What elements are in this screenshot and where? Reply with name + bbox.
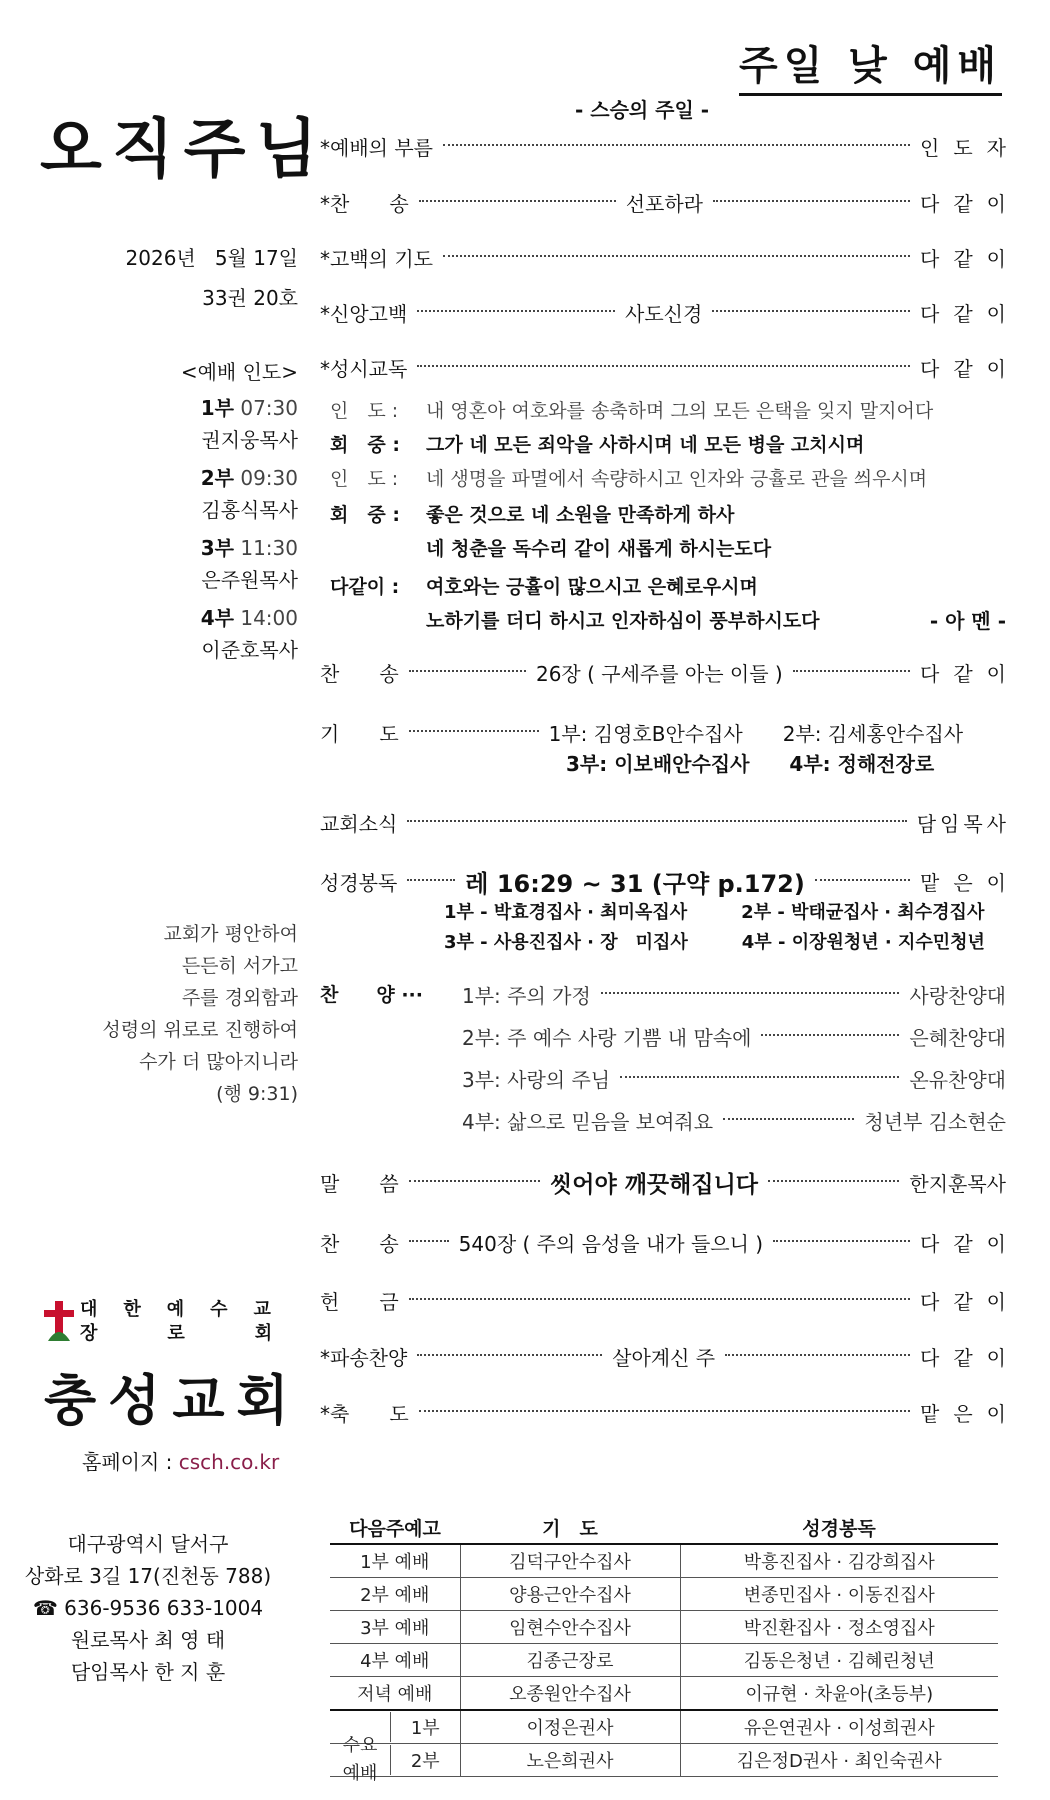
order-prayer bbox=[320, 718, 1006, 747]
church-name: 충성교회 bbox=[44, 1369, 301, 1432]
order-offering bbox=[320, 1286, 1020, 1315]
order-label: *성시교독 bbox=[320, 357, 408, 381]
prayer-cell: 노은희권사 bbox=[460, 1744, 680, 1777]
table-row bbox=[330, 1744, 998, 1777]
reading-cell: 변종민집사 · 이동진집사 bbox=[680, 1578, 998, 1611]
choir-song: 1부: 주의 가정 bbox=[462, 984, 591, 1008]
leader-part: 1부 bbox=[200, 396, 234, 420]
leader-dots bbox=[768, 1180, 899, 1182]
homepage-label: 홈페이지 : bbox=[82, 1450, 179, 1474]
next-week-table bbox=[330, 1512, 998, 1777]
choir-item bbox=[462, 1106, 1006, 1135]
table-row bbox=[330, 1544, 998, 1578]
homepage-link[interactable]: csch.co.kr bbox=[178, 1450, 280, 1474]
choir-song: 2부: 주 예수 사랑 기쁨 내 맘속에 bbox=[462, 1026, 752, 1050]
order-blessing bbox=[320, 1398, 1020, 1427]
denomination-line: 대한예수교 bbox=[80, 1299, 297, 1320]
leader-dots bbox=[712, 310, 910, 312]
prayer-cell: 오종원안수집사 bbox=[460, 1677, 680, 1711]
verse-line: 수가 더 많아지니라 bbox=[139, 1051, 298, 1073]
prayer-cell: 양용근안수집사 bbox=[460, 1578, 680, 1611]
reading-cell: 김동은청년 · 김혜린청년 bbox=[680, 1644, 998, 1677]
prayer-cell: 임현수안수집사 bbox=[460, 1611, 680, 1644]
service-title: 주일 낮 예배 bbox=[739, 34, 1002, 96]
leader-dots bbox=[417, 310, 615, 312]
order-confession bbox=[320, 243, 1020, 272]
choir-song: 4부: 삶으로 믿음을 보여줘요 bbox=[462, 1110, 714, 1134]
phone-line: ☎ 636-9536 633-1004 bbox=[32, 1596, 264, 1620]
prayer-cell: 김종근장로 bbox=[460, 1644, 680, 1677]
reader: 회 중 : bbox=[330, 504, 400, 526]
column-header: 성경봉독 bbox=[680, 1512, 998, 1544]
issue-date: 2026년 5월 17일 bbox=[125, 246, 298, 270]
sermon-title: 씻어야 깨끗해집니다 bbox=[550, 1172, 759, 1198]
leader-dots bbox=[725, 1354, 910, 1356]
reading-cell: 박진환집사 · 정소영집사 bbox=[680, 1611, 998, 1644]
order-right: 다같이 bbox=[920, 662, 1020, 686]
table-row bbox=[330, 1611, 998, 1644]
order-hymn-3 bbox=[320, 1228, 1020, 1257]
order-label: 교회소식 bbox=[320, 812, 398, 836]
order-right: 담임목사 bbox=[916, 812, 1010, 836]
order-label: *찬 송 bbox=[320, 192, 409, 216]
leader-entry bbox=[181, 602, 298, 634]
reading-cell: 김은정D권사 · 최인숙권사 bbox=[680, 1744, 998, 1777]
leader-dots bbox=[407, 879, 455, 881]
order-right: 다같이 bbox=[920, 1290, 1020, 1314]
order-psalm bbox=[320, 353, 1020, 382]
responsive-line bbox=[330, 570, 758, 604]
choir-group: 은혜찬양대 bbox=[909, 1026, 1006, 1050]
reader: 인 도 : bbox=[330, 400, 399, 422]
leader-dots bbox=[409, 1298, 910, 1300]
verse-line: 성령의 위로로 진행하여 bbox=[102, 1019, 298, 1041]
responsive-line bbox=[330, 604, 820, 638]
leader-dots bbox=[443, 255, 910, 257]
leader-dots bbox=[407, 820, 906, 822]
reading-text: 노하기를 더디 하시고 인자하심이 풍부하시도다 bbox=[426, 610, 820, 632]
leader-time: 07:30 bbox=[240, 396, 298, 420]
service-cell: 1부 예배 bbox=[330, 1544, 460, 1578]
order-label: 찬 송 bbox=[320, 662, 399, 686]
order-label: *고백의 기도 bbox=[320, 247, 433, 271]
order-label: *파송찬양 bbox=[320, 1346, 408, 1370]
leader-name: 김홍식목사 bbox=[201, 498, 298, 522]
order-right: 다같이 bbox=[920, 1346, 1020, 1370]
choir-item bbox=[462, 1064, 1006, 1093]
prayer-line: 1부: 김영호B안수집사 2부: 김세홍안수집사 bbox=[548, 722, 964, 746]
leader-dots bbox=[409, 1180, 540, 1182]
order-right: 다같이 bbox=[920, 247, 1020, 271]
service-cell: 저녁 예배 bbox=[330, 1677, 460, 1711]
order-hymn-2 bbox=[320, 658, 1020, 687]
order-center: 사도신경 bbox=[625, 302, 703, 326]
verse-line: 교회가 평안하여 bbox=[163, 923, 298, 945]
order-label: 찬 송 bbox=[320, 1232, 399, 1256]
reading-text: 좋은 것으로 네 소원을 만족하게 하사 bbox=[426, 504, 735, 526]
leader-dots bbox=[620, 1076, 899, 1078]
order-call bbox=[320, 132, 1020, 161]
reading-text: 네 생명을 파멸에서 속량하시고 인자와 긍휼로 관을 씌우시며 bbox=[426, 468, 928, 490]
leader-dots bbox=[773, 1240, 910, 1242]
order-label: 성경봉독 bbox=[320, 871, 398, 895]
leader-part: 3부 bbox=[200, 536, 234, 560]
order-right: 인도자 bbox=[920, 136, 1020, 160]
verse-line: 든든히 서가고 bbox=[181, 955, 298, 977]
leader-name: 권지웅목사 bbox=[201, 428, 298, 452]
table-row bbox=[330, 1644, 998, 1677]
order-label: *예배의 부름 bbox=[320, 136, 433, 160]
homepage bbox=[82, 1446, 279, 1475]
issue-info bbox=[126, 238, 298, 318]
leader-time: 14:00 bbox=[240, 606, 298, 630]
leader-part: 4부 bbox=[200, 606, 234, 630]
service-cell: 4부 예배 bbox=[330, 1644, 460, 1677]
preacher: 한지훈목사 bbox=[909, 1172, 1007, 1196]
responsive-line bbox=[330, 462, 927, 496]
choir-group: 청년부 김소현순 bbox=[864, 1110, 1006, 1134]
responsive-line bbox=[330, 394, 933, 428]
issue-volume: 33권 20호 bbox=[202, 286, 298, 310]
table-row bbox=[330, 1710, 998, 1744]
scripture-reference: 레 16:29 ~ 31 (구약 p.172) bbox=[465, 870, 805, 898]
leaders-heading: <예배 인도> bbox=[180, 360, 298, 384]
denomination bbox=[80, 1298, 298, 1346]
service-cell: 2부 예배 bbox=[330, 1578, 460, 1611]
choir-label: 찬 양 ··· bbox=[320, 984, 423, 1006]
order-right: 맡은이 bbox=[920, 1402, 1020, 1426]
elder-pastor: 원로목사 최 영 태 bbox=[70, 1628, 226, 1652]
leader-time: 11:30 bbox=[240, 536, 298, 560]
choir-item bbox=[462, 1022, 1006, 1051]
order-label: 헌 금 bbox=[320, 1290, 399, 1314]
order-center: 26장 ( 구세주를 아는 이들 ) bbox=[535, 662, 783, 686]
order-sending bbox=[320, 1342, 1020, 1371]
verse-reference: (행 9:31) bbox=[216, 1083, 298, 1105]
wednesday-part: 1부 bbox=[410, 1718, 440, 1739]
leader-part: 2부 bbox=[200, 466, 234, 490]
order-news bbox=[320, 808, 1010, 837]
order-label: 기 도 bbox=[320, 722, 399, 746]
table-row bbox=[330, 1578, 998, 1611]
leader-dots bbox=[723, 1118, 854, 1120]
senior-pastor: 담임목사 한 지 훈 bbox=[70, 1660, 226, 1684]
reader: 회 중 : bbox=[330, 434, 400, 456]
leader-dots bbox=[417, 365, 910, 367]
leader-dots bbox=[761, 1034, 899, 1036]
table-row bbox=[330, 1677, 998, 1711]
leader-dots bbox=[419, 200, 616, 202]
leader-name: 은주원목사 bbox=[201, 568, 298, 592]
order-label: *축 도 bbox=[320, 1402, 409, 1426]
cross-icon bbox=[44, 1301, 74, 1341]
choir-item bbox=[462, 980, 1006, 1009]
worship-leaders bbox=[181, 356, 298, 666]
order-right: 다같이 bbox=[920, 302, 1020, 326]
choir-group: 온유찬양대 bbox=[909, 1068, 1006, 1092]
reader: 다같이 : bbox=[330, 576, 400, 598]
choir-group: 사랑찬양대 bbox=[909, 984, 1006, 1008]
leader-dots bbox=[409, 1240, 449, 1242]
order-hymn-1 bbox=[320, 188, 1021, 217]
responsive-line bbox=[330, 532, 771, 566]
order-center: 살아계신 주 bbox=[612, 1346, 716, 1370]
column-header: 다음주예고 bbox=[330, 1512, 460, 1544]
choir-song: 3부: 사랑의 주님 bbox=[462, 1068, 611, 1092]
amen: - 아 멘 - bbox=[929, 609, 1006, 633]
order-right: 다같이 bbox=[920, 1232, 1020, 1256]
leader-entry bbox=[181, 462, 298, 494]
order-label: *신앙고백 bbox=[320, 302, 408, 326]
prayer-cell: 이정은권사 bbox=[460, 1710, 680, 1744]
order-right: 다같이 bbox=[920, 192, 1021, 216]
leader-name: 이준호목사 bbox=[201, 638, 298, 662]
prayer-line: 3부: 이보배안수집사 4부: 정해전장로 bbox=[566, 752, 935, 776]
order-center: 선포하라 bbox=[625, 192, 703, 216]
order-right: 맡은이 bbox=[920, 871, 1020, 895]
denomination-line: 장 로 회 bbox=[80, 1323, 299, 1344]
reader: 인 도 : bbox=[330, 468, 399, 490]
reading-cell: 박흥진집사 · 김강희집사 bbox=[680, 1544, 998, 1578]
leader-dots bbox=[443, 144, 910, 146]
wednesday-part: 2부 bbox=[410, 1751, 440, 1772]
address-line: 대구광역시 달서구 bbox=[67, 1532, 229, 1556]
leader-entry bbox=[181, 532, 298, 564]
order-right: 다같이 bbox=[920, 357, 1020, 381]
order-reading bbox=[320, 864, 1020, 899]
reading-text: 여호와는 긍휼이 많으시고 은혜로우시며 bbox=[426, 576, 758, 598]
service-cell: 3부 예배 bbox=[330, 1611, 460, 1644]
service-subtitle: - 스승의 주일 - bbox=[575, 98, 710, 122]
wednesday-label: 수요 예배 bbox=[342, 1735, 378, 1784]
reading-cell: 유은연권사 · 이성희권사 bbox=[680, 1710, 998, 1744]
responsive-line bbox=[330, 428, 864, 462]
leader-dots bbox=[419, 1410, 910, 1412]
address-line: 상화로 3길 17(진천동 788) bbox=[24, 1564, 272, 1588]
church-address bbox=[0, 1528, 298, 1688]
leader-dots bbox=[417, 1354, 602, 1356]
page-title: 오직주님 bbox=[40, 113, 328, 187]
leader-dots bbox=[713, 200, 910, 202]
leader-entry bbox=[181, 392, 298, 424]
reading-text: 내 영혼아 여호와를 송축하며 그의 모든 은택을 잊지 말지어다 bbox=[426, 400, 934, 422]
leader-dots bbox=[601, 992, 900, 994]
reading-cell: 이규현 · 차윤아(초등부) bbox=[680, 1677, 998, 1711]
leader-time: 09:30 bbox=[240, 466, 298, 490]
leader-dots bbox=[409, 730, 539, 732]
order-center: 540장 ( 주의 음성을 내가 들으니 ) bbox=[458, 1232, 764, 1256]
reader-line: 1부 - 박효경집사 · 최미옥집사 2부 - 박태균집사 · 최수경집사 bbox=[444, 902, 985, 923]
order-label: 말 씀 bbox=[320, 1172, 399, 1196]
order-creed bbox=[320, 298, 1020, 327]
responsive-line bbox=[330, 498, 734, 532]
order-sermon bbox=[320, 1166, 1006, 1199]
table-header-row bbox=[330, 1512, 998, 1544]
leader-dots bbox=[815, 879, 910, 881]
leader-dots bbox=[793, 670, 910, 672]
reading-text: 네 청춘을 독수리 같이 새롭게 하시는도다 bbox=[426, 538, 772, 560]
column-header: 기 도 bbox=[460, 1512, 680, 1544]
prayer-cell: 김덕구안수집사 bbox=[460, 1544, 680, 1578]
reader-line: 3부 - 사용진집사 · 장 미집사 4부 - 이장원청년 · 지수민청년 bbox=[444, 932, 985, 953]
scripture-verse bbox=[102, 918, 298, 1110]
reading-text: 그가 네 모든 죄악을 사하시며 네 모든 병을 고치시며 bbox=[426, 434, 865, 456]
verse-line: 주를 경외함과 bbox=[181, 987, 298, 1009]
leader-dots bbox=[409, 670, 526, 672]
